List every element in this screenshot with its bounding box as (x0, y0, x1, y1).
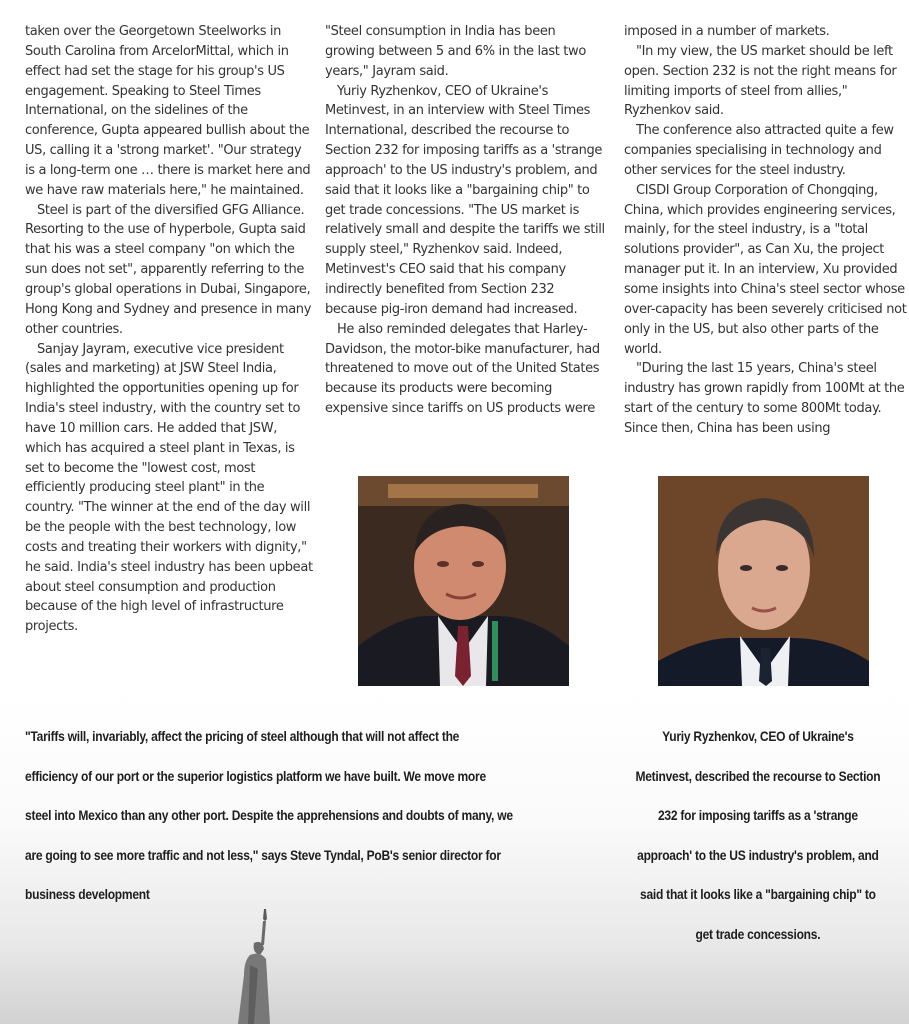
pull-quote-line: Metinvest, described the recourse to Section (635, 767, 881, 784)
statue-of-liberty-illustration (230, 905, 280, 1024)
article-column-3 (624, 22, 909, 439)
paragraph: taken over the Georgetown Steelworks in South Carolina from ArcelorMittal, which in effect had set the stage for his group's US engagement. Speaking to Steel Times International, on the sidelines of the conference, Gupta appeared bullish about the US, calling it a 'strong market'. "Our strategy is a long-term one … there is market here and we have raw materials here," he maintained. (25, 24, 311, 198)
pull-quote-right (616, 717, 900, 955)
pull-quote-line: approach' to the US industry's problem, and (637, 846, 879, 863)
paragraph: "Steel consumption in India has been growing between 5 and 6% in the last two years," Jayram said. (325, 24, 586, 79)
paragraph: Steel is part of the diversified GFG Alliance. Resorting to the use of hyperbole, Gupta said that his was a steel company "on which the sun does not set", apparently referring to the group's global operations in Dubai, Singapore, Hong Kong and Sydney and presence in many other countries. (25, 202, 312, 337)
portrait-illustration (658, 476, 869, 686)
paragraph: imposed in a number of markets. (624, 24, 830, 39)
portrait-illustration (358, 476, 569, 686)
paragraph: He also reminded delegates that Harley-Davidson, the motor-bike manufacturer, had threatened to move out of the United States because its products were becoming expensive since tariffs on US products were (325, 321, 600, 417)
paragraph: The conference also attracted quite a few companies specialising in technology and other services for the steel industry. (624, 123, 894, 178)
pull-quote-line: get trade concessions. (695, 925, 821, 942)
pull-quote-line: said that it looks like a "bargaining chip" to (640, 886, 876, 903)
paragraph: Sanjay Jayram, executive vice president (sales and marketing) at JSW Steel India, highlighted the opportunities opening up for India's steel industry, with the country set to have 10 million cars. He added that JSW, which has acquired a steel plant in Texas, is set to become the "lowest cost, most efficiently producing steel plant" in the country. "The winner at the end of the day will be the people with the best technology, low costs and treating their workers with dignity," he said. India's steel industry has been upbeat about steel consumption and production because of the high level of infrastructure projects. (25, 341, 313, 635)
paragraph: "In my view, the US market should be left open. Section 232 is not the right means for limiting imports of steel from allies," Ryzhenkov said. (624, 43, 897, 119)
paragraph: Yuriy Ryzhenkov, CEO of Ukraine's Metinvest, in an interview with Steel Times International, described the recourse to Section 232 for imposing tariffs as a 'strange approach' to the US industry's problem, and said that it looks like a "bargaining chip" to get trade concessions. "The US market is relatively small and despite the tariffs we still supply steel," Ryzhenkov said. Indeed, Metinvest's CEO said that his company indirectly benefited from Section 232 because pig-iron demand had increased. (325, 83, 605, 317)
pull-quote-line: steel into Mexico than any other port. Despite the apprehensions and doubts of many, we (25, 807, 513, 824)
portrait-photo-left (358, 476, 569, 686)
pull-quote-line: business development (25, 886, 150, 903)
article-column-1 (25, 22, 313, 637)
pull-quote-line: are going to see more traffic and not less," says Steve Tyndal, PoB's senior director for (25, 846, 501, 863)
pull-quote-line: efficiency of our port or the superior logistics platform we have built. We move more (25, 767, 486, 784)
paragraph: CISDI Group Corporation of Chongqing, China, which provides engineering services, mainly, for the steel industry, is a "total solutions provider", as Can Xu, the project manager put it. In an interview, Xu provided some insights into China's steel sector whose over-capacity has been severely criticised not only in the US, but also other parts of the world. (624, 182, 907, 357)
pull-quote-line: "Tariffs will, invariably, affect the pricing of steel although that will not affect the (25, 728, 460, 744)
pull-quote-left (25, 717, 558, 915)
article-column-2 (325, 22, 608, 419)
pull-quote-line: Yuriy Ryzhenkov, CEO of Ukraine's (662, 728, 854, 744)
portrait-photo-right (658, 476, 869, 686)
pull-quote-line: 232 for imposing tariffs as a 'strange (657, 807, 858, 824)
paragraph: "During the last 15 years, China's steel industry has grown rapidly from 100Mt at the start of the century to some 800Mt today. Since then, China has been using (624, 361, 905, 436)
